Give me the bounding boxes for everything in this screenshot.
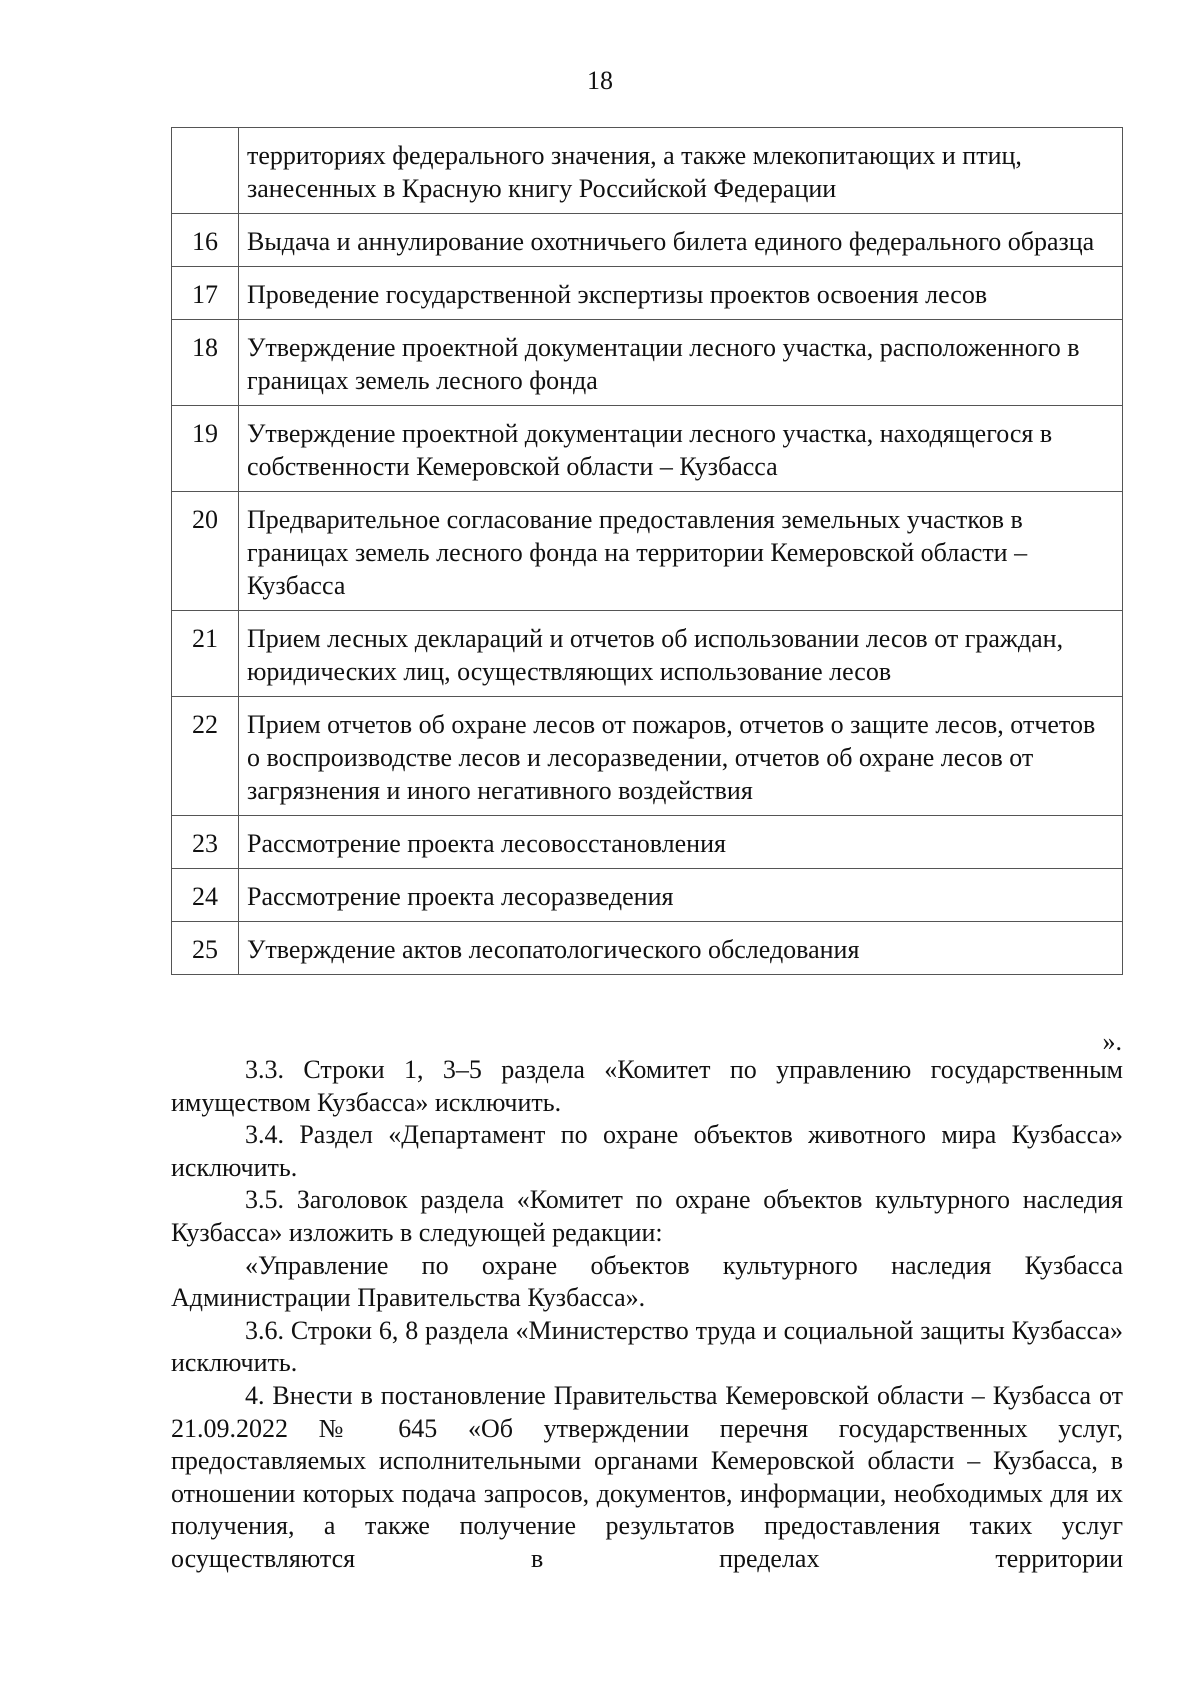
table-row [172,869,1123,922]
row-text: Выдача и аннулирование охотничьего билета единого федерального образца [239,214,1123,267]
table-row [172,492,1123,611]
paragraph-3-6: 3.6. Строки 6, 8 раздела «Министерство труда и социальной защиты Кузбасса» исключить. [171,1315,1123,1378]
row-text: Утверждение актов лесопатологического обследования [239,922,1123,975]
row-number: 22 [172,697,239,816]
paragraph-3-3: 3.3. Строки 1, 3–5 раздела «Комитет по управлению государственным имуществом Кузбасса» исключить. [171,1055,1123,1117]
page-number: 18 [587,66,613,95]
row-number: 17 [172,267,239,320]
row-text: территориях федерального значения, а также млекопитающих и птиц, занесенных в Красную книгу Российской Федерации [239,128,1123,214]
row-number: 19 [172,406,239,492]
row-number: 16 [172,214,239,267]
row-text: Проведение государственной экспертизы проектов освоения лесов [239,267,1123,320]
row-text: Утверждение проектной документации лесного участка, находящегося в собственности Кемеровской области – Кузбасса [239,406,1123,492]
row-text: Утверждение проектной документации лесного участка, расположенного в границах земель лесного фонда [239,320,1123,406]
table-row [172,320,1123,406]
body-text [171,1054,1123,1576]
table-row [172,816,1123,869]
table-row [172,697,1123,816]
table-row [172,406,1123,492]
paragraph-4: 4. Внести в постановление Правительства Кемеровской области – Кузбасса от 21.09.2022 № 645 «Об утверждении перечня государственных услуг, предоставляемых исполнительными органами Кемеровской области – Кузбасса, в отношении которых подача запросов, документов, информации, необходимых для их получения, а также получение результатов предоставления таких услуг осуществляются в пределах территории [171,1380,1123,1573]
table-closing-quote: ». [1102,1027,1122,1056]
row-number: 20 [172,492,239,611]
paragraph-quote: «Управление по охране объектов культурного наследия Кузбасса Администрации Правительства Кузбасса». [171,1250,1123,1313]
row-text: Рассмотрение проекта лесоразведения [239,869,1123,922]
paragraph-3-5: 3.5. Заголовок раздела «Комитет по охране объектов культурного наследия Кузбасса» изложить в следующей редакции: [171,1185,1123,1247]
table-row [172,267,1123,320]
row-number: 21 [172,611,239,697]
row-text: Прием лесных деклараций и отчетов об использовании лесов от граждан, юридических лиц, осуществляющих использование лесов [239,611,1123,697]
table-row [172,611,1123,697]
row-number [172,128,239,214]
row-number: 18 [172,320,239,406]
row-text: Прием отчетов об охране лесов от пожаров, отчетов о защите лесов, отчетов о воспроизводстве лесов и лесоразведении, отчетов об охране лесов от загрязнения и иного негативного воздействия [239,697,1123,816]
row-text: Рассмотрение проекта лесовосстановления [239,816,1123,869]
table-row [172,214,1123,267]
row-number: 23 [172,816,239,869]
table-row [172,922,1123,975]
row-number: 25 [172,922,239,975]
paragraph-3-4: 3.4. Раздел «Департамент по охране объектов животного мира Кузбасса» исключить. [171,1120,1123,1182]
row-number: 24 [172,869,239,922]
table-row [172,128,1123,214]
row-text: Предварительное согласование предоставления земельных участков в границах земель лесного фонда на территории Кемеровской области – Кузбасса [239,492,1123,611]
services-table [171,127,1123,975]
